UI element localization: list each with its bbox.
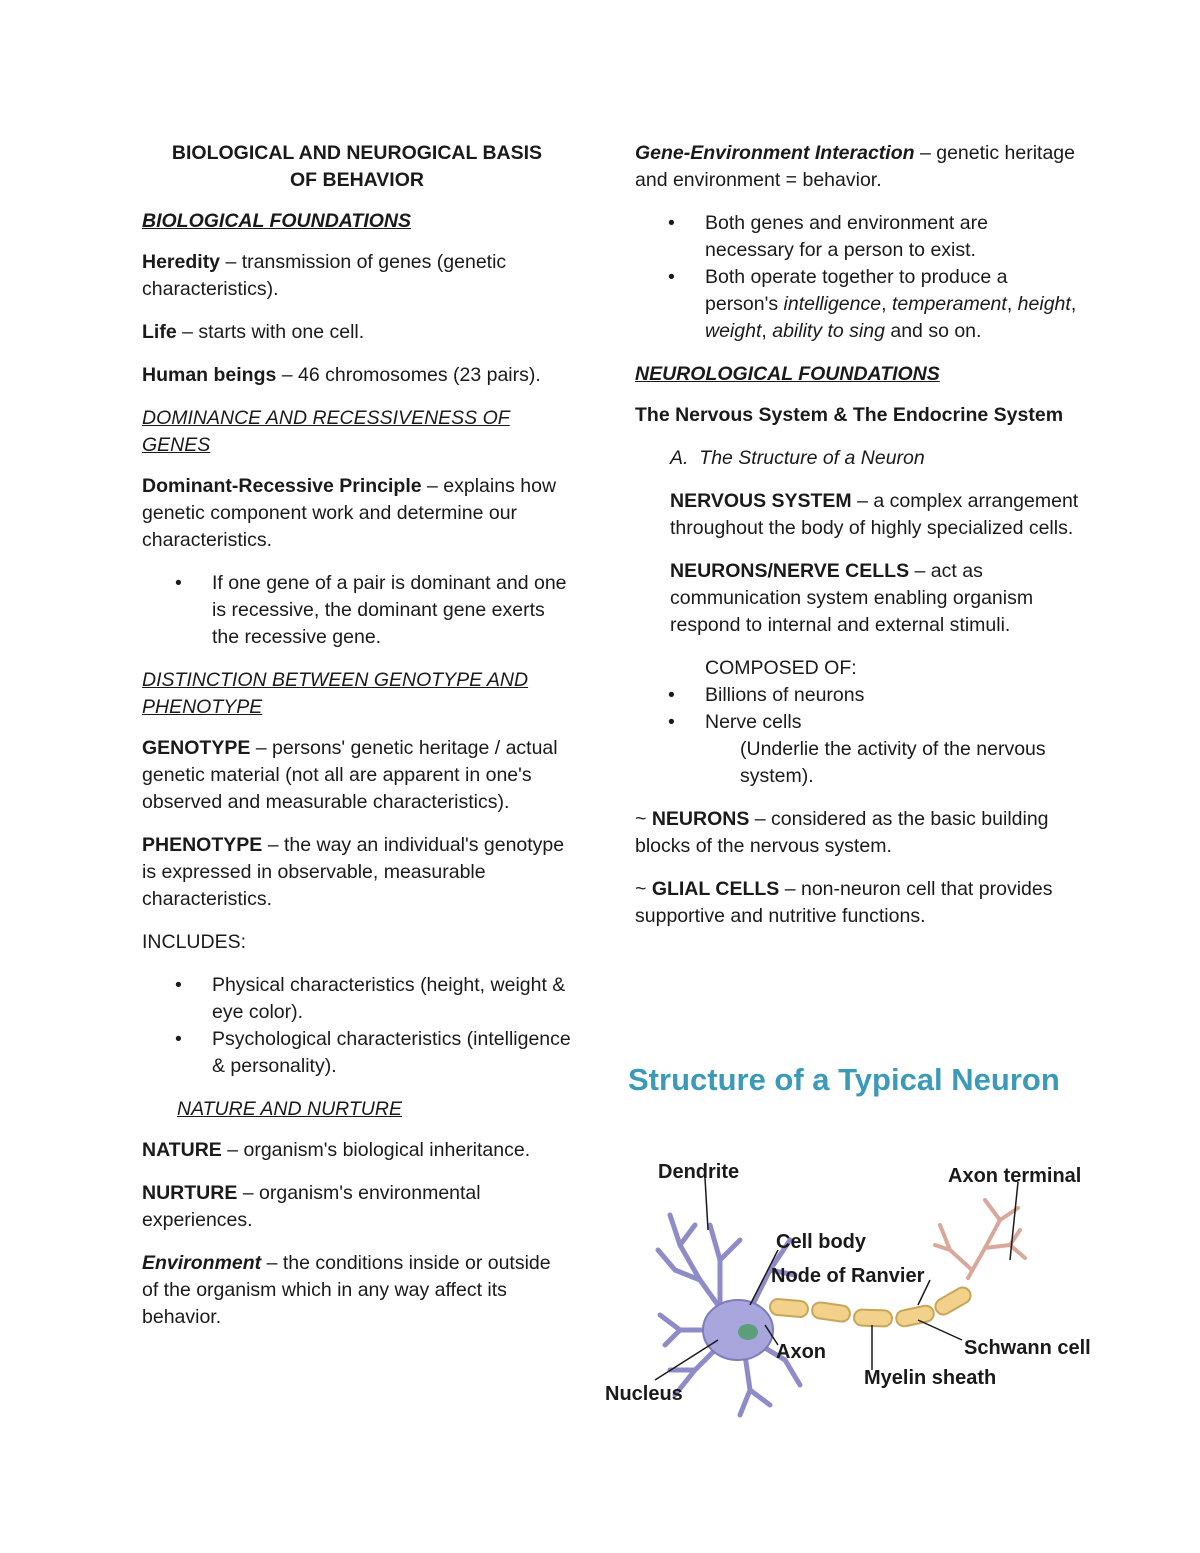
- subheading-dominance: DOMINANCE AND RECESSIVENESS OF GENES: [142, 407, 510, 456]
- gene-environment-bullets: [635, 210, 1080, 345]
- neuron-diagram: [600, 1130, 1120, 1430]
- nucleus: [738, 1324, 758, 1340]
- human-beings-paragraph: Human beings – 46 chromosomes (23 pairs).: [142, 364, 541, 386]
- label-dendrite: Dendrite: [658, 1161, 740, 1183]
- label-axon: Axon: [776, 1341, 826, 1363]
- subheading-genotype-phenotype: DISTINCTION BETWEEN GENOTYPE AND PHENOTYPE: [142, 669, 529, 718]
- list-item: • If one gene of a pair is dominant and one is recessive, the dominant gene exerts the recessive gene.: [142, 570, 572, 651]
- label-axon-terminal: Axon terminal: [948, 1165, 1082, 1187]
- dominant-recessive-paragraph: Dominant-Recessive Principle – explains how genetic component work and determine our characteristics.: [142, 475, 557, 551]
- composed-bullets: [635, 682, 1080, 736]
- dominance-bullets: [142, 570, 572, 651]
- heredity-paragraph: Heredity – transmission of genes (genetic characteristics).: [142, 251, 507, 300]
- composed-label: COMPOSED OF:: [705, 657, 857, 679]
- life-paragraph: Life – starts with one cell.: [142, 321, 365, 343]
- list-item: • Billions of neurons: [635, 682, 1080, 709]
- list-item: • Both genes and environment are necessary for a person to exist.: [635, 210, 1080, 264]
- environment-paragraph: Environment – the conditions inside or outside of the organism which in any way affect its behavior.: [142, 1252, 551, 1328]
- section-heading-biological: BIOLOGICAL FOUNDATIONS: [142, 210, 412, 232]
- nervous-system-paragraph: NERVOUS SYSTEM – a complex arrangement throughout the body of highly specialized cells.: [670, 490, 1079, 539]
- section-heading-neurological: NEUROLOGICAL FOUNDATIONS: [635, 363, 940, 385]
- subsection-a: A. The Structure of a Neuron: [670, 447, 925, 469]
- nature-paragraph: NATURE – organism's biological inheritance.: [142, 1139, 531, 1161]
- nervous-endocrine-heading: The Nervous System & The Endocrine System: [635, 404, 1064, 426]
- list-item: • Psychological characteristics (intelligence & personality).: [142, 1026, 572, 1080]
- label-nucleus: Nucleus: [605, 1383, 683, 1405]
- neurons-basic-paragraph: ~ NEURONS – considered as the basic building blocks of the nervous system.: [635, 808, 1049, 857]
- phenotype-paragraph: PHENOTYPE – the way an individual's genotype is expressed in observable, measurable characteristics.: [142, 834, 565, 910]
- list-item: • Nerve cells: [635, 709, 1080, 736]
- neurons-paragraph: NEURONS/NERVE CELLS – act as communication system enabling organism respond to internal and external stimuli.: [670, 560, 1034, 636]
- right-column: [635, 140, 1080, 946]
- list-item: • Physical characteristics (height, weight & eye color).: [142, 972, 572, 1026]
- glial-cells-paragraph: ~ GLIAL CELLS – non-neuron cell that provides supportive and nutritive functions.: [635, 878, 1053, 927]
- composed-note: (Underlie the activity of the nervous system).: [740, 738, 1046, 787]
- label-schwann-cell: Schwann cell: [964, 1337, 1091, 1359]
- includes-bullets: [142, 972, 572, 1080]
- myelin-sheath: [769, 1285, 973, 1328]
- label-myelin-sheath: Myelin sheath: [864, 1367, 997, 1389]
- cell-body: [703, 1300, 773, 1360]
- gene-environment-paragraph: Gene-Environment Interaction – genetic heritage and environment = behavior.: [635, 142, 1075, 191]
- genotype-paragraph: GENOTYPE – persons' genetic heritage / actual genetic material (not all are apparent in one's observed and measurable characteristics).: [142, 737, 558, 813]
- subheading-nature-nurture: NATURE AND NURTURE: [177, 1098, 402, 1120]
- left-column: [142, 140, 572, 1347]
- label-node-of-ranvier: Node of Ranvier: [771, 1265, 925, 1287]
- includes-label: INCLUDES:: [142, 931, 247, 953]
- label-cell-body: Cell body: [776, 1231, 867, 1253]
- list-item: • Both operate together to produce a person's intelligence, temperament, height, weight, ability to sing and so on.: [635, 264, 1080, 345]
- figure-title: Structure of a Typical Neuron: [628, 1062, 1060, 1097]
- document-title: BIOLOGICAL AND NEUROGICAL BASIS OF BEHAVIOR: [171, 142, 543, 191]
- nurture-paragraph: NURTURE – organism's environmental experiences.: [142, 1182, 481, 1231]
